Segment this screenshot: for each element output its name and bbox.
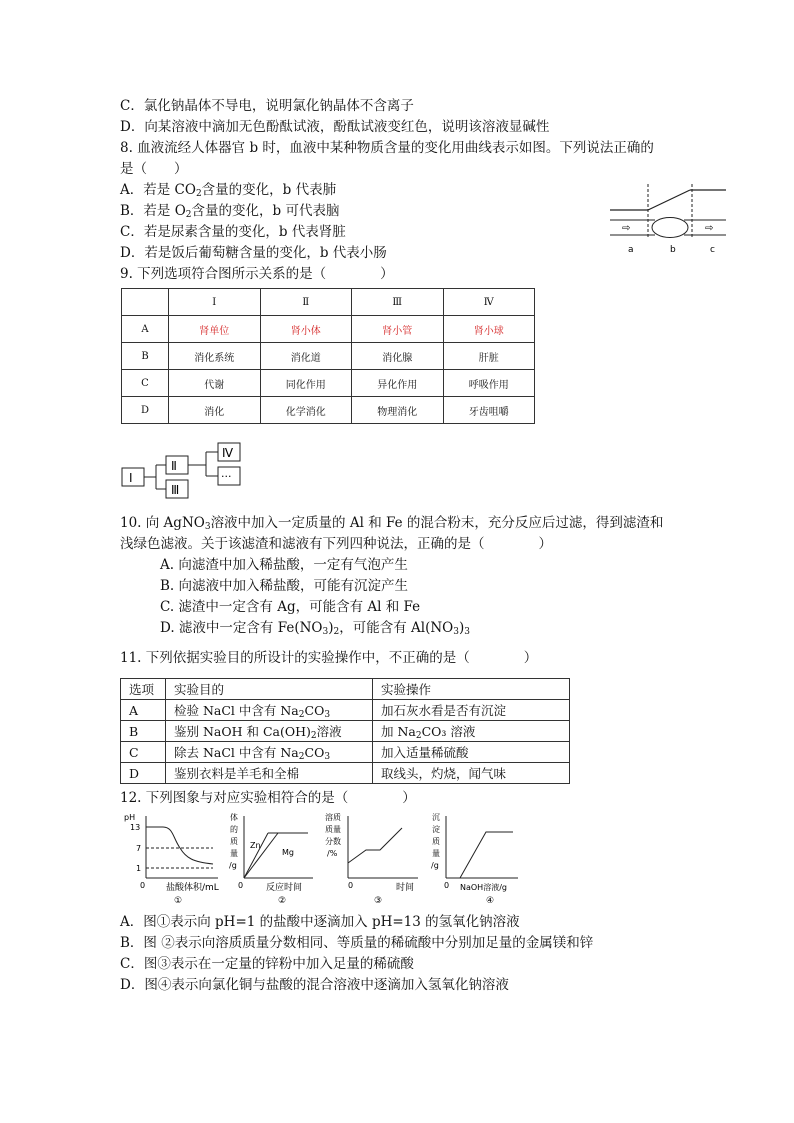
q9-stem: 9. 下列选项符合图所示关系的是（ ） <box>120 266 394 282</box>
svg-text:沉: 沉 <box>432 813 440 822</box>
svg-text:盐酸体积/mL: 盐酸体积/mL <box>166 883 219 893</box>
fig-label-c: c <box>710 245 715 255</box>
svg-text:量: 量 <box>432 849 440 858</box>
svg-text:③: ③ <box>374 896 383 906</box>
q12-option-c[interactable]: C．图③表示在一定量的锌粉中加入足量的稀硫酸 <box>120 956 414 972</box>
svg-text:⇨: ⇨ <box>705 223 714 234</box>
svg-text:时间: 时间 <box>396 883 415 893</box>
q10-stem-2: 浅绿色滤液。关于该滤渣和滤液有下列四种说法，正确的是（ ） <box>120 536 552 552</box>
table-row: B 消化系统 消化道 消化腺 肝脏 <box>122 343 535 370</box>
q11-table <box>120 678 570 784</box>
q9-table <box>121 288 535 424</box>
q12-option-a[interactable]: A．图①表示向 pH=1 的盐酸中逐滴加入 pH=13 的氢氧化钠溶液 <box>120 914 520 930</box>
q12-graphs <box>118 808 528 908</box>
q12-option-b[interactable]: B．图 ②表示向溶质质量分数相同、等质量的稀硫酸中分别加足量的金属镁和锌 <box>120 935 594 951</box>
svg-text:质: 质 <box>432 837 440 846</box>
svg-text:的: 的 <box>230 825 238 834</box>
q9-tree-diagram <box>118 438 248 502</box>
svg-text:量: 量 <box>230 849 238 858</box>
svg-text:Ⅱ: Ⅱ <box>171 459 177 473</box>
svg-text:Ⅰ: Ⅰ <box>129 471 133 485</box>
svg-text:0: 0 <box>140 881 146 890</box>
svg-text:质量: 质量 <box>325 825 341 834</box>
q10-option-a[interactable]: A. 向滤渣中加入稀盐酸，一定有气泡产生 <box>160 557 408 573</box>
svg-text:Zn: Zn <box>250 841 261 850</box>
svg-text:/g: /g <box>431 861 439 870</box>
table-row: D 鉴别衣料是羊毛和全棉 取线头，灼烧，闻气味 <box>121 763 570 784</box>
q8-option-d[interactable]: D．若是饭后葡萄糖含量的变化，b 代表小肠 <box>120 245 387 261</box>
svg-text:NaOH溶液/g: NaOH溶液/g <box>460 883 507 892</box>
graph-3 <box>325 812 418 906</box>
q10-stem-1: 10. 向 AgNO$_3$溶液中加入一定质量的 Al 和 Fe 的混合粉末，充分反应后过滤，得到滤渣和 <box>120 515 664 532</box>
q8-option-c[interactable]: C．若是尿素含量的变化，b 代表肾脏 <box>120 224 346 240</box>
svg-text:Ⅳ: Ⅳ <box>222 446 234 460</box>
graph-2 <box>229 812 313 906</box>
svg-text:④: ④ <box>486 896 495 906</box>
q10-option-b[interactable]: B. 向滤液中加入稀盐酸，可能有沉淀产生 <box>160 578 409 594</box>
svg-text:②: ② <box>278 896 287 906</box>
svg-text:体: 体 <box>230 813 238 822</box>
option-d-prev: D．向某溶液中滴加无色酚酞试液，酚酞试液变红色，说明该溶液显碱性 <box>120 119 550 135</box>
table-row: A 肾单位 肾小体 肾小管 肾小球 <box>122 316 535 343</box>
q8-option-a[interactable]: A．若是 $CO_2$含量的变化，b 代表肺 <box>120 182 337 199</box>
svg-text:①: ① <box>174 896 183 906</box>
q10-option-d[interactable]: D. 滤液中一定含有 $Fe(NO_3)_2$，可能含有 $Al(NO_3)_3$ <box>160 620 470 637</box>
q12-option-d[interactable]: D．图④表示向氯化铜与盐酸的混合溶液中逐滴加入氢氧化钠溶液 <box>120 977 509 993</box>
svg-text:1: 1 <box>136 864 142 873</box>
graph-4 <box>431 813 518 906</box>
table-row: C 除去 NaCl 中含有 $Na_2CO_3$ 加入适量稀硫酸 <box>121 742 570 763</box>
svg-text:Ⅲ: Ⅲ <box>171 483 180 497</box>
svg-text:0: 0 <box>444 881 450 890</box>
table-header: Ⅰ Ⅱ Ⅲ Ⅳ <box>122 289 535 316</box>
blood-flow-figure <box>600 180 730 260</box>
svg-text:13: 13 <box>130 823 141 832</box>
q8-stem-1: 8. 血液流经人体器官 b 时，血液中某种物质含量的变化用曲线表示如图。下列说法正确的 <box>120 140 654 156</box>
q11-stem: 11. 下列依据实验目的所设计的实验操作中，不正确的是（ ） <box>120 650 538 666</box>
svg-text:/%: /% <box>327 849 338 858</box>
graph-1 <box>124 813 219 906</box>
svg-text:分数: 分数 <box>325 837 341 846</box>
q8-stem-2: 是（ ） <box>120 161 188 177</box>
svg-text:淀: 淀 <box>432 825 440 834</box>
fig-label-a: a <box>628 245 634 255</box>
fig-label-b: b <box>670 245 676 255</box>
svg-text:7: 7 <box>136 844 142 853</box>
svg-text:pH: pH <box>124 813 136 822</box>
svg-text:溶质: 溶质 <box>325 813 341 822</box>
table-row: B 鉴别 NaOH 和 $Ca(OH)_2$溶液 加 $Na_2CO_3$ 溶液 <box>121 721 570 742</box>
svg-text:···: ··· <box>221 470 232 483</box>
svg-text:0: 0 <box>348 881 354 890</box>
table-header: 选项 实验目的 实验操作 <box>121 679 570 700</box>
q10-option-c[interactable]: C. 滤渣中一定含有 Ag，可能含有 Al 和 Fe <box>160 599 421 615</box>
q8-option-b[interactable]: B．若是 $O_2$含量的变化，b 可代表脑 <box>120 203 340 220</box>
svg-text:反应时间: 反应时间 <box>266 883 303 893</box>
svg-text:质: 质 <box>230 837 238 846</box>
table-row: D 消化 化学消化 物理消化 牙齿咀嚼 <box>122 397 535 424</box>
svg-text:Mg: Mg <box>282 848 294 857</box>
svg-text:0: 0 <box>238 881 244 890</box>
svg-text:⇨: ⇨ <box>622 223 631 234</box>
table-row: A 检验 NaCl 中含有 $Na_2CO_3$ 加石灰水看是否有沉淀 <box>121 700 570 721</box>
svg-text:/g: /g <box>229 861 237 870</box>
q12-stem: 12. 下列图象与对应实验相符合的是（ ） <box>120 790 416 806</box>
table-row: C 代谢 同化作用 异化作用 呼吸作用 <box>122 370 535 397</box>
option-c-prev: C．氯化钠晶体不导电，说明氯化钠晶体不含离子 <box>120 98 414 114</box>
